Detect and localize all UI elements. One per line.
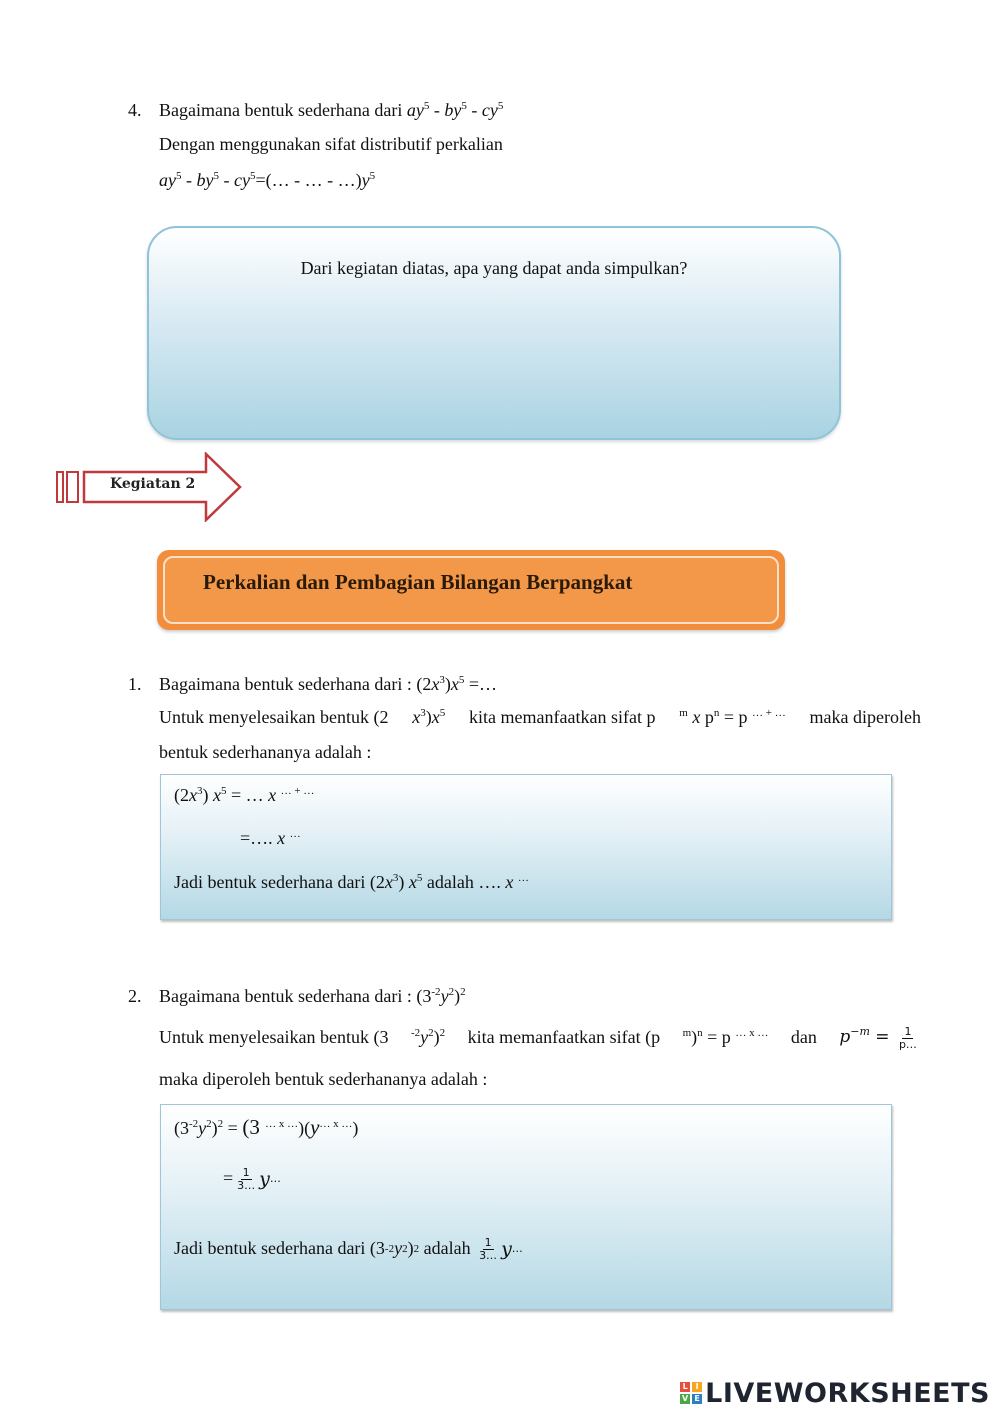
question-4-number: 4. <box>128 100 142 120</box>
q1-answer-step-2: =…. x … <box>240 828 301 848</box>
question-2-answer-box[interactable] <box>160 1104 892 1310</box>
question-4-line2: Dengan menggunakan sifat distributif perkalian <box>159 134 503 154</box>
q2-answer-step-1: $(3^{-2}y^2)^2 = (3$ $^{\dots x \dots})(y^{\dots x \dots})$ <box>174 1115 359 1139</box>
question-2-number: 2. <box>128 986 142 1006</box>
section-title: Perkalian dan Pembagian Bilangan Berpangkat <box>203 570 633 594</box>
question-1-line2: Untuk menyelesaikan bentuk (2 $x^3)x^5$ kita memanfaatkan sifat p $^m$ x $p^n = p$ … + … maka diperoleh <box>159 707 921 727</box>
liveworksheets-logo <box>680 1378 990 1408</box>
question-1-text: Bagaimana bentuk sederhana dari : $(2x^3)x^5$ =… <box>159 674 498 694</box>
q2-answer-step-2: = $\frac{1}{3\dots}$ y … <box>223 1166 281 1192</box>
q2-rule-fraction: $\frac{1}{p\dots}$ <box>898 1025 917 1051</box>
question-4-text: Bagaimana bentuk sederhana dari $ay^5 - by^5 - cy^5$ <box>159 100 504 120</box>
question-2-line3: maka diperoleh bentuk sederhananya adalah : <box>159 1069 488 1089</box>
conclusion-prompt: Dari kegiatan diatas, apa yang dapat anda simpulkan? <box>300 258 688 278</box>
q2-conclusion-fraction: $\frac{1}{3\dots}$ <box>479 1236 498 1262</box>
section-title-box <box>157 550 785 630</box>
q2-answer-conclusion: Jadi bentuk sederhana dari (3 -2 y 2 ) 2 adalah $\frac{1}{3\dots}$ y … <box>174 1236 523 1262</box>
conclusion-answer-box[interactable] <box>147 226 841 440</box>
liveworksheets-logo-icon: L I V E <box>680 1382 702 1404</box>
kegiatan-label: Kegiatan 2 <box>110 476 196 492</box>
q1-answer-step-1: $(2x^3) x^5$ = … x … + … <box>174 785 315 805</box>
q2-step-fraction: $\frac{1}{3\dots}$ <box>237 1166 256 1192</box>
question-1-line3: bentuk sederhananya adalah : <box>159 742 372 762</box>
q1-answer-conclusion: Jadi bentuk sederhana dari $(2x^3)$ $x^5$ adalah …. x … <box>174 872 529 892</box>
question-4-equation: $ay^5 - by^5$ - $cy^5=(\dots$ - … - $\dots)y^5$ <box>159 170 376 190</box>
question-1-number: 1. <box>128 674 142 694</box>
question-2-line2: Untuk menyelesaikan bentuk (3 $^{-2}y^2)^2$ kita memanfaatkan sifat (p $^m$)$^n$ = p $^{\dots x \dots}$ dan $p^{-m}$ = $\frac{1}{p\dots}$ <box>159 1025 917 1051</box>
liveworksheets-logo-text: LIVEWORKSHEETS <box>705 1377 990 1409</box>
question-2-text: Bagaimana bentuk sederhana dari : $(3^{-2}y^2)^2$ <box>159 986 466 1006</box>
question-1-answer-box[interactable] <box>160 774 892 920</box>
